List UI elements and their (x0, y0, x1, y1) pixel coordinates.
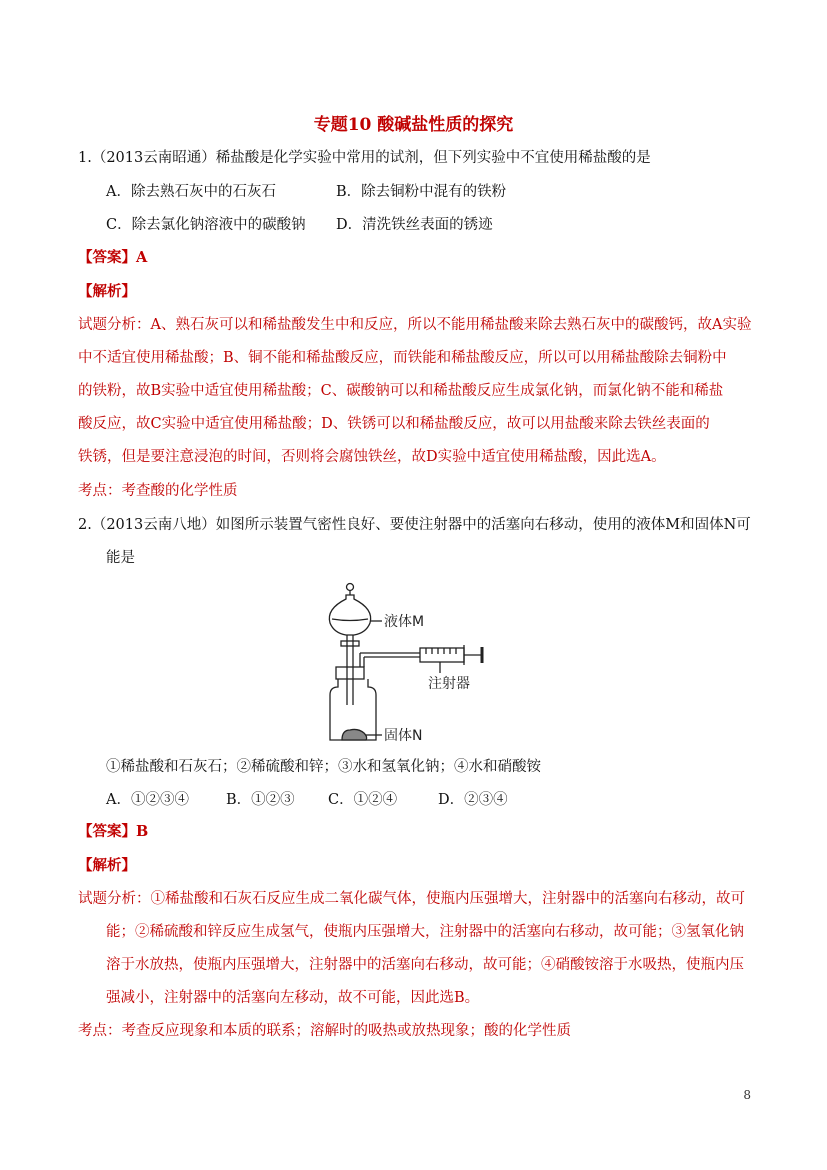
q1-option-d: D．清洗铁丝表面的锈迹 (336, 217, 493, 233)
q1-analysis-line: 的铁粉，故B实验中适宜使用稀盐酸；C、碳酸钠可以和稀盐酸反应生成氯化钠，而氯化钠不能和稀盐 (78, 383, 724, 399)
page-title: 专题10 酸碱盐性质的探究 (313, 115, 514, 135)
q2-analysis-line: 能；②稀硫酸和锌反应生成氢气，使瓶内压强增大，注射器中的活塞向右移动，故可能；③氢氧化钠 (106, 924, 744, 940)
q2-option-a: A．①②③④ (106, 792, 189, 808)
figure-label-syringe: 注射器 (428, 676, 470, 692)
question-1-stem: 1.（2013云南昭通）稀盐酸是化学实验中常用的试剂，但下列实验中不宜使用稀盐酸的是 (78, 150, 651, 166)
q2-analysis-line: 试题分析：①稀盐酸和石灰石反应生成二氧化碳气体，使瓶内压强增大，注射器中的活塞向右移动，故可 (78, 891, 745, 907)
q2-option-b: B．①②③ (226, 792, 295, 808)
q1-analysis-label: 【解析】 (78, 283, 136, 300)
q1-analysis-line: 酸反应，故C实验中适宜使用稀盐酸；D、铁锈可以和稀盐酸反应，故可以用盐酸来除去铁丝表面的 (78, 416, 710, 432)
q2-point: 考点：考查反应现象和本质的联系；溶解时的吸热或放热现象；酸的化学性质 (78, 1023, 571, 1039)
q1-answer: 【答案】A (78, 249, 148, 266)
q1-analysis-line: 试题分析：A、熟石灰可以和稀盐酸发生中和反应，所以不能用稀盐酸来除去熟石灰中的碳酸钙，故A实验 (78, 317, 752, 333)
q2-answer: 【答案】B (78, 823, 149, 840)
q2-analysis-line: 溶于水放热，使瓶内压强增大，注射器中的活塞向右移动，故可能；④硝酸铵溶于水吸热，使瓶内压 (106, 957, 744, 973)
question-2-stem-cont: 能是 (106, 550, 135, 566)
q2-option-d: D．②③④ (438, 792, 508, 808)
q2-analysis-line: 强减小，注射器中的活塞向左移动，故不可能，因此选B。 (106, 990, 480, 1006)
q2-analysis-label: 【解析】 (78, 857, 136, 874)
q1-point: 考点：考查酸的化学性质 (78, 483, 238, 499)
apparatus-figure (320, 575, 500, 745)
figure-label-liquid: 液体M (384, 614, 425, 630)
q1-analysis-line: 铁锈，但是要注意浸泡的时间，否则将会腐蚀铁丝，故D实验中适宜使用稀盐酸，因此选A。 (78, 449, 666, 465)
q2-choices: ①稀盐酸和石灰石；②稀硫酸和锌；③水和氢氧化钠；④水和硝酸铵 (106, 759, 541, 775)
q1-analysis-line: 中不适宜使用稀盐酸；B、铜不能和稀盐酸反应，而铁能和稀盐酸反应，所以可以用稀盐酸除去铜粉中 (78, 350, 727, 366)
q1-option-c: C．除去氯化钠溶液中的碳酸钠 (106, 217, 306, 233)
q1-option-a: A．除去熟石灰中的石灰石 (106, 184, 276, 200)
question-2-stem: 2.（2013云南八地）如图所示装置气密性良好、要使注射器中的活塞向右移动，使用的液体M和固体N可 (78, 517, 751, 533)
figure-label-solid: 固体N (384, 728, 423, 744)
q2-option-c: C．①②④ (328, 792, 398, 808)
page-number: 8 (743, 1088, 751, 1102)
q1-option-b: B．除去铜粉中混有的铁粉 (336, 184, 507, 200)
